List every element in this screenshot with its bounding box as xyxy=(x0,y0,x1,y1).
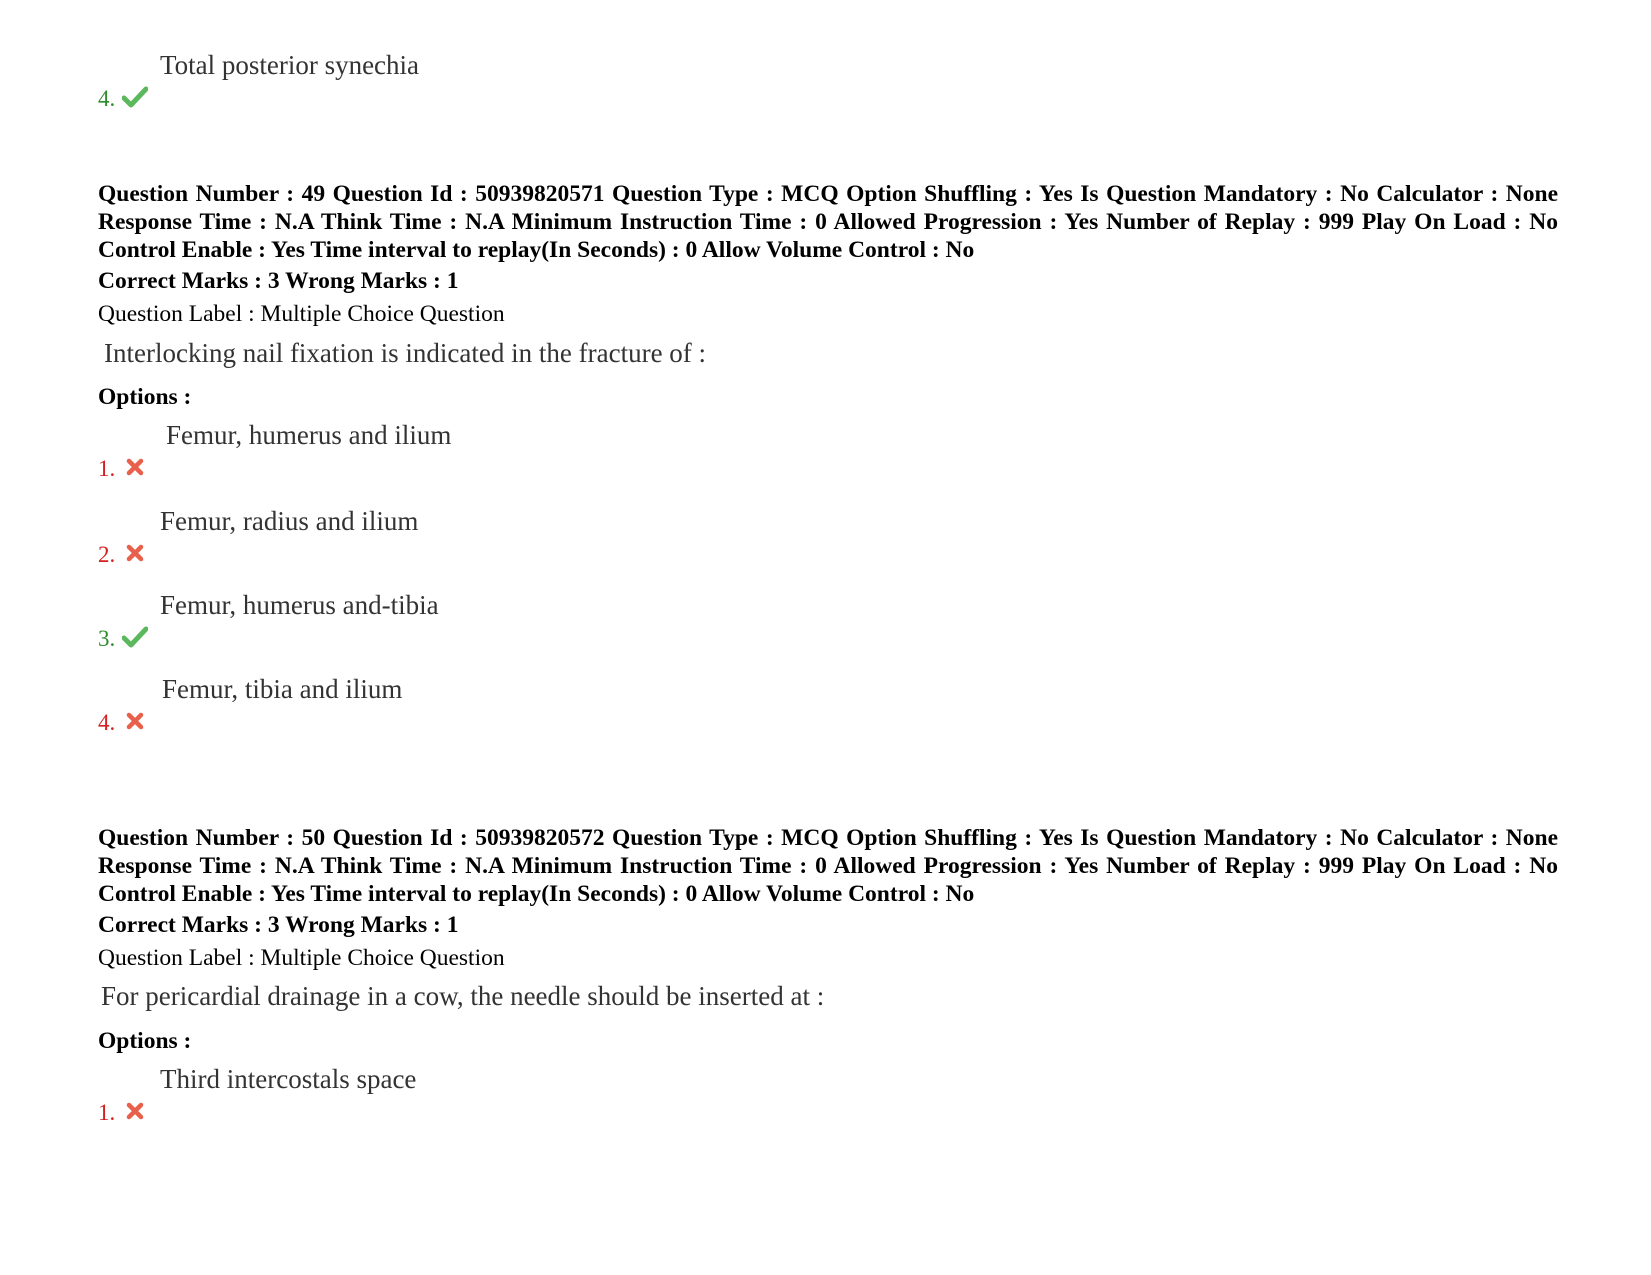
cross-icon xyxy=(122,1100,148,1122)
option-number: 4. xyxy=(98,710,116,735)
option-text: Femur, tibia and ilium xyxy=(162,674,403,704)
option-item xyxy=(98,506,798,566)
option-number: 3. xyxy=(98,626,116,651)
option-item xyxy=(98,50,798,110)
option-number: 1. xyxy=(98,456,116,481)
check-icon xyxy=(122,626,148,648)
question-label: Question Label : Multiple Choice Question xyxy=(98,301,505,327)
question-marks: Correct Marks : 3 Wrong Marks : 1 xyxy=(98,912,459,938)
option-number: 2. xyxy=(98,542,116,567)
option-text: Total posterior synechia xyxy=(160,50,420,80)
option-item xyxy=(98,1064,798,1124)
option-number: 4. xyxy=(98,86,116,111)
option-text: Femur, radius and ilium xyxy=(160,506,419,536)
options-heading: Options : xyxy=(98,384,192,410)
question-label: Question Label : Multiple Choice Question xyxy=(98,945,505,971)
check-icon xyxy=(122,86,148,108)
option-text: Femur, humerus and ilium xyxy=(166,420,452,450)
option-item xyxy=(98,590,798,650)
options-heading: Options : xyxy=(98,1028,192,1054)
option-number: 1. xyxy=(98,1100,116,1125)
cross-icon xyxy=(122,456,148,478)
option-text: Femur, humerus and-tibia xyxy=(160,590,439,620)
question-marks: Correct Marks : 3 Wrong Marks : 1 xyxy=(98,268,459,294)
cross-icon xyxy=(122,542,148,564)
option-item xyxy=(98,674,798,734)
question-text: For pericardial drainage in a cow, the needle should be inserted at : xyxy=(101,981,825,1011)
option-text: Third intercostals space xyxy=(160,1064,417,1094)
question-meta: Question Number : 49 Question Id : 50939820571 Question Type : MCQ Option Shuffling : Yes Is Question Mandatory : No Calculator : None Response Time : N.A Think Time : N.A Minimum Instruction Time : 0 Allowed Progression : Yes Number of Replay : 999 Play On Load : No Control Enable : Yes Time interval to replay(In Seconds) : 0 Allow Volume Control : No xyxy=(98,181,1558,263)
option-item xyxy=(98,420,798,480)
question-text: Interlocking nail fixation is indicated in the fracture of : xyxy=(104,338,707,368)
question-meta: Question Number : 50 Question Id : 50939820572 Question Type : MCQ Option Shuffling : Yes Is Question Mandatory : No Calculator : None Response Time : N.A Think Time : N.A Minimum Instruction Time : 0 Allowed Progression : Yes Number of Replay : 999 Play On Load : No Control Enable : Yes Time interval to replay(In Seconds) : 0 Allow Volume Control : No xyxy=(98,825,1558,907)
cross-icon xyxy=(122,710,148,732)
